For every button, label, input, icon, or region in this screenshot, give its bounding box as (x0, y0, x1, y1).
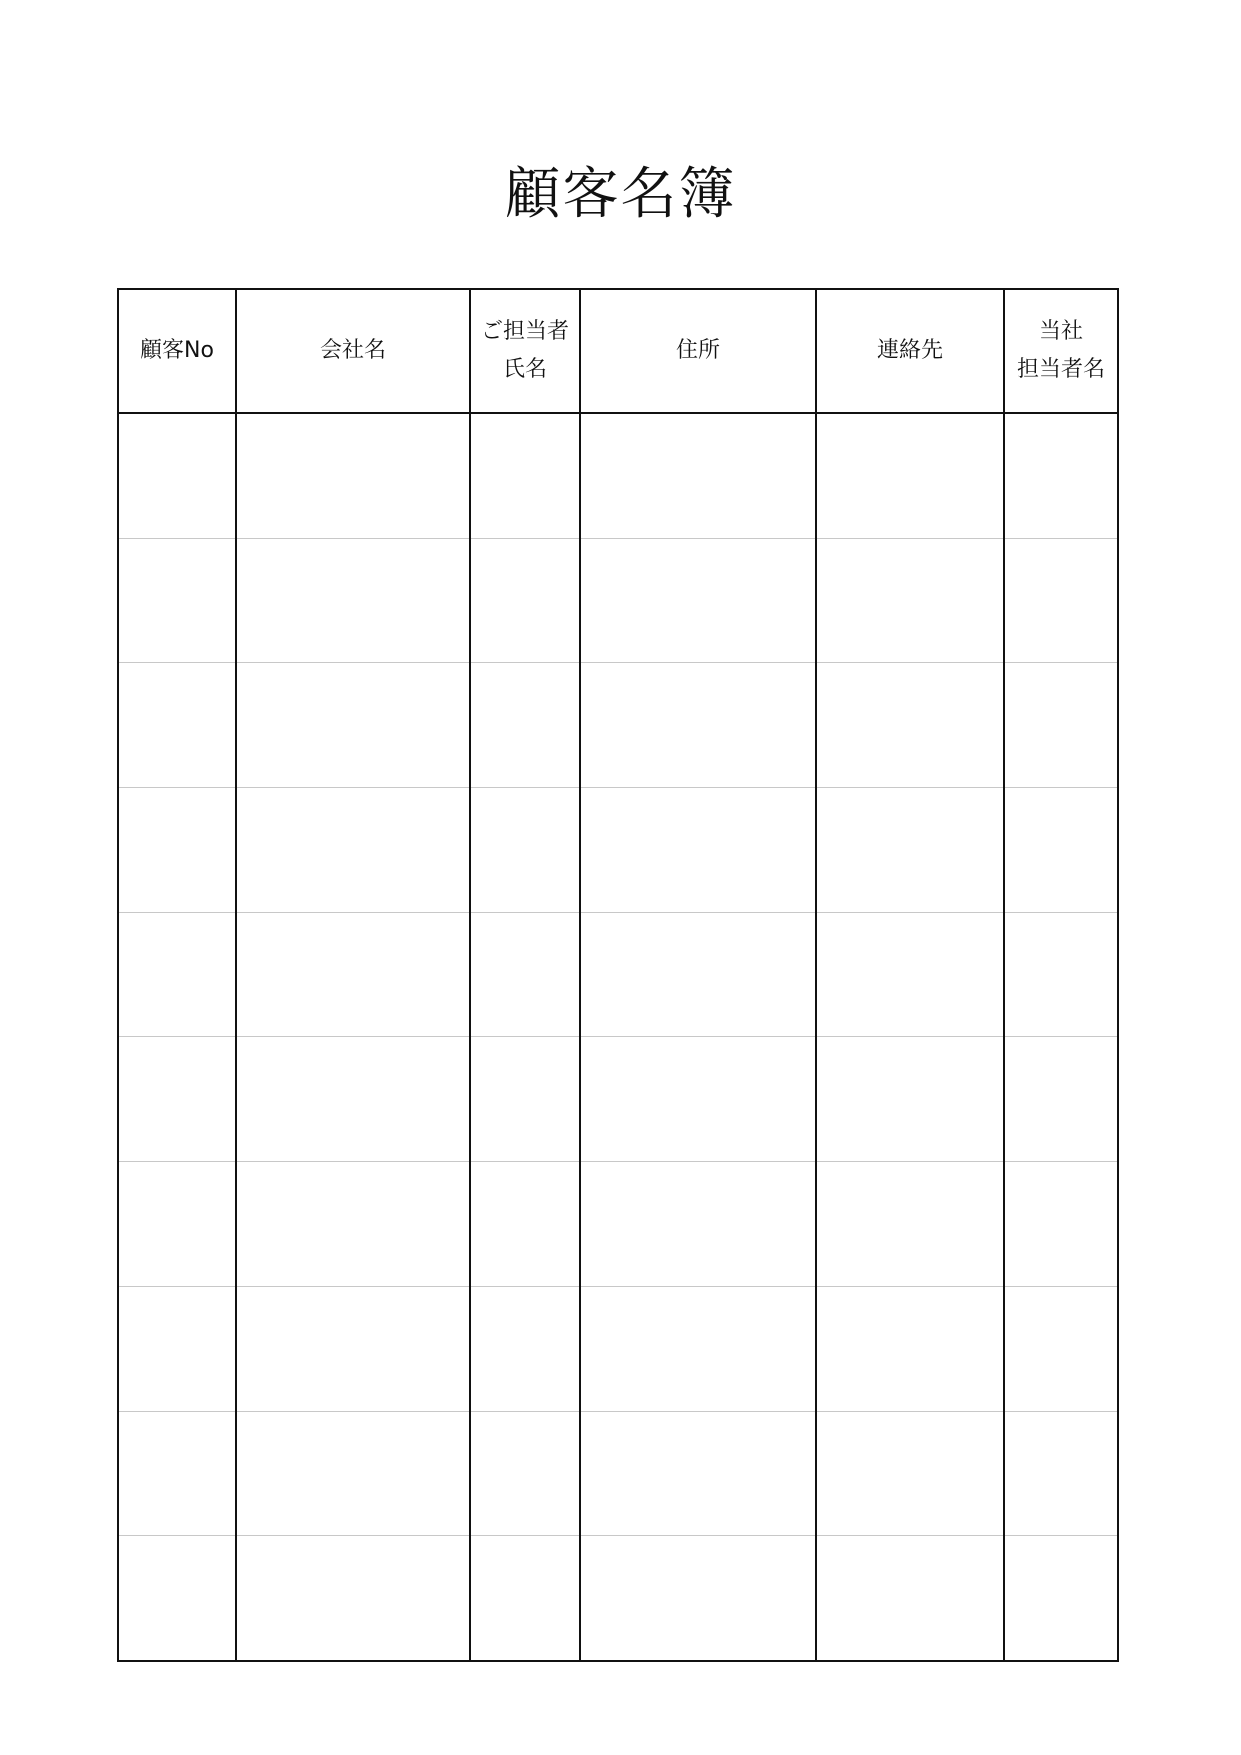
table-cell-contact-person (470, 1536, 580, 1661)
table-row (118, 1411, 1118, 1536)
table-cell-our-representative (1004, 1162, 1118, 1287)
table-cell-company-name (236, 1286, 470, 1411)
table-row (118, 413, 1118, 538)
table-cell-contact-person (470, 1411, 580, 1536)
header-label: 顧客No (140, 338, 214, 363)
table-cell-contact-info (816, 663, 1004, 788)
header-label: 住所 (675, 338, 720, 363)
table-cell-our-representative (1004, 1411, 1118, 1536)
table-cell-contact-info (816, 1286, 1004, 1411)
table-cell-address (580, 1411, 816, 1536)
table-cell-our-representative (1004, 413, 1118, 538)
table-cell-customer-no (118, 1162, 236, 1287)
table-cell-our-representative (1004, 788, 1118, 913)
table-cell-customer-no (118, 538, 236, 663)
table-cell-contact-info (816, 1411, 1004, 1536)
table-cell-company-name (236, 912, 470, 1037)
table-cell-our-representative (1004, 1286, 1118, 1411)
header-row (118, 289, 1118, 413)
table-cell-address (580, 413, 816, 538)
column-header-contact-info (816, 289, 1004, 413)
table-cell-customer-no (118, 413, 236, 538)
header-label: 氏名 (502, 357, 547, 382)
table-cell-company-name (236, 788, 470, 913)
table-row (118, 1286, 1118, 1411)
column-header-contact-person (470, 289, 580, 413)
table-cell-customer-no (118, 912, 236, 1037)
table-cell-customer-no (118, 788, 236, 913)
header-label: 担当者名 (1016, 357, 1105, 382)
column-header-company-name (236, 289, 470, 413)
table-body (118, 413, 1118, 1661)
header-label: ご担当者 (480, 319, 569, 344)
table-cell-address (580, 1286, 816, 1411)
table-cell-contact-person (470, 1286, 580, 1411)
table-cell-company-name (236, 1162, 470, 1287)
customer-roster-table (117, 288, 1119, 1662)
table-cell-company-name (236, 1037, 470, 1162)
table-cell-address (580, 1037, 816, 1162)
table-cell-our-representative (1004, 1037, 1118, 1162)
table-cell-customer-no (118, 1411, 236, 1536)
table-header (118, 289, 1118, 413)
table-cell-contact-person (470, 663, 580, 788)
table-cell-contact-info (816, 788, 1004, 913)
table-cell-contact-info (816, 1536, 1004, 1661)
table-cell-address (580, 1536, 816, 1661)
table-cell-contact-info (816, 538, 1004, 663)
table-cell-contact-info (816, 1037, 1004, 1162)
column-header-address (580, 289, 816, 413)
table-cell-customer-no (118, 1536, 236, 1661)
table-row (118, 1162, 1118, 1287)
table-row (118, 788, 1118, 913)
column-header-our-representative (1004, 289, 1118, 413)
table-row (118, 912, 1118, 1037)
table-cell-customer-no (118, 663, 236, 788)
table-cell-contact-person (470, 788, 580, 913)
table-cell-address (580, 663, 816, 788)
table-cell-our-representative (1004, 912, 1118, 1037)
table-cell-company-name (236, 413, 470, 538)
table-cell-address (580, 788, 816, 913)
header-label: 連絡先 (876, 338, 943, 363)
table-cell-contact-person (470, 413, 580, 538)
table-cell-contact-info (816, 413, 1004, 538)
table-row (118, 663, 1118, 788)
table-row (118, 1536, 1118, 1661)
header-label: 当社 (1038, 319, 1083, 344)
table-cell-contact-info (816, 912, 1004, 1037)
table-cell-contact-info (816, 1162, 1004, 1287)
table-cell-address (580, 912, 816, 1037)
table-cell-our-representative (1004, 538, 1118, 663)
table-cell-address (580, 538, 816, 663)
table-cell-our-representative (1004, 663, 1118, 788)
table-cell-contact-person (470, 1037, 580, 1162)
table-cell-company-name (236, 538, 470, 663)
table-cell-customer-no (118, 1037, 236, 1162)
table-cell-company-name (236, 663, 470, 788)
column-header-customer-no (118, 289, 236, 413)
table-row (118, 1037, 1118, 1162)
table-cell-contact-person (470, 1162, 580, 1287)
table-cell-address (580, 1162, 816, 1287)
table-cell-contact-person (470, 538, 580, 663)
table-cell-company-name (236, 1536, 470, 1661)
page-title: 顧客名簿 (504, 162, 737, 227)
header-label: 会社名 (319, 338, 386, 363)
table-cell-our-representative (1004, 1536, 1118, 1661)
table-row (118, 538, 1118, 663)
table-cell-customer-no (118, 1286, 236, 1411)
table-cell-contact-person (470, 912, 580, 1037)
table-cell-company-name (236, 1411, 470, 1536)
